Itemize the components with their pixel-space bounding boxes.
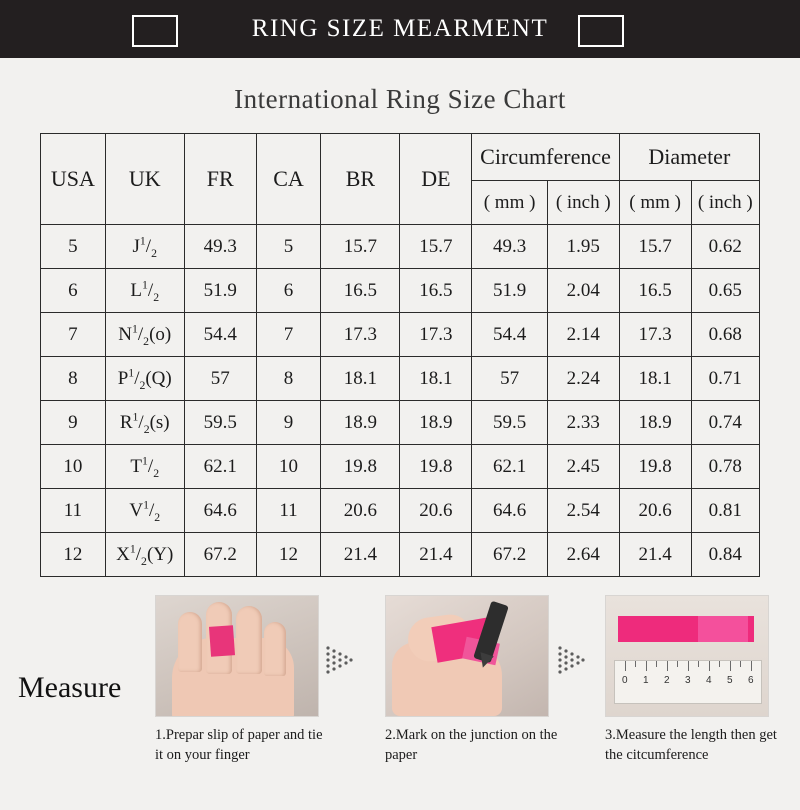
measure-step-3 — [605, 595, 777, 765]
cell-diameter-mm: 20.6 — [619, 489, 691, 533]
cell-diameter-inch: 0.78 — [691, 445, 759, 489]
finger-shape — [178, 612, 202, 672]
table-row — [41, 313, 760, 357]
cell-diameter-mm: 15.7 — [619, 225, 691, 269]
ruler-tick-minor — [698, 661, 699, 667]
cell-br: 20.6 — [321, 489, 400, 533]
finger-shape — [236, 606, 262, 674]
header-title: RING SIZE MEARMENT — [251, 15, 549, 42]
cell-de: 18.1 — [400, 357, 472, 401]
page-title: International Ring Size Chart — [234, 84, 566, 114]
cell-diameter-inch: 0.81 — [691, 489, 759, 533]
unit-circumference-mm: ( mm ) — [472, 181, 547, 225]
cell-ca: 6 — [256, 269, 321, 313]
measure-section — [0, 595, 800, 810]
cell-br: 18.9 — [321, 401, 400, 445]
col-uk: UK — [105, 134, 184, 225]
col-usa: USA — [41, 134, 106, 225]
cell-circumference-mm: 59.5 — [472, 401, 547, 445]
cell-circumference-inch: 2.64 — [547, 533, 619, 577]
unit-circumference-inch: ( inch ) — [547, 181, 619, 225]
ruler-tick — [646, 661, 647, 671]
bottom-strip — [0, 790, 800, 800]
cell-fr: 67.2 — [184, 533, 256, 577]
cell-diameter-mm: 19.8 — [619, 445, 691, 489]
col-de: DE — [400, 134, 472, 225]
table-row — [41, 489, 760, 533]
cell-uk: $T^1/_2$ — [105, 445, 184, 489]
cell-circumference-inch: 2.33 — [547, 401, 619, 445]
cell-ca: 7 — [256, 313, 321, 357]
cell-circumference-mm: 62.1 — [472, 445, 547, 489]
cell-de: 15.7 — [400, 225, 472, 269]
ruler-tick-minor — [677, 661, 678, 667]
ruler-tick — [625, 661, 626, 671]
cell-br: 21.4 — [321, 533, 400, 577]
cell-uk: $J^1/_2$ — [105, 225, 184, 269]
unit-diameter-mm: ( mm ) — [619, 181, 691, 225]
cell-de: 17.3 — [400, 313, 472, 357]
cell-uk: $R^1/_2(s)$ — [105, 401, 184, 445]
col-diameter: Diameter — [619, 134, 759, 181]
finger-shape — [264, 622, 286, 676]
header-bar — [0, 0, 800, 58]
cell-circumference-inch: 2.45 — [547, 445, 619, 489]
table-row — [41, 225, 760, 269]
table-row — [41, 269, 760, 313]
ruler-number: 5 — [727, 675, 733, 686]
ruler-tick — [688, 661, 689, 671]
cell-circumference-mm: 51.9 — [472, 269, 547, 313]
ruler-number: 4 — [706, 675, 712, 686]
table-row — [41, 533, 760, 577]
cell-circumference-mm: 57 — [472, 357, 547, 401]
cell-diameter-mm: 16.5 — [619, 269, 691, 313]
cell-usa: 12 — [41, 533, 106, 577]
cell-diameter-inch: 0.71 — [691, 357, 759, 401]
step-3-caption: 3.Measure the length then get the citcumference — [605, 727, 777, 763]
cell-diameter-inch: 0.68 — [691, 313, 759, 357]
col-br: BR — [321, 134, 400, 225]
cell-diameter-mm: 17.3 — [619, 313, 691, 357]
measure-label: Measure — [18, 671, 122, 704]
cell-fr: 49.3 — [184, 225, 256, 269]
cell-de: 20.6 — [400, 489, 472, 533]
cell-fr: 57 — [184, 357, 256, 401]
cell-diameter-mm: 18.1 — [619, 357, 691, 401]
header-left-frame-icon — [132, 15, 178, 47]
table-row — [41, 357, 760, 401]
cell-circumference-mm: 54.4 — [472, 313, 547, 357]
ruler-number: 1 — [643, 675, 649, 686]
ring-size-table — [40, 133, 760, 577]
ruler-number: 2 — [664, 675, 670, 686]
cell-br: 19.8 — [321, 445, 400, 489]
cell-usa: 7 — [41, 313, 106, 357]
cell-circumference-inch: 2.14 — [547, 313, 619, 357]
ruler-number: 0 — [622, 675, 628, 686]
col-ca: CA — [256, 134, 321, 225]
ruler-shape — [614, 660, 762, 704]
cell-de: 16.5 — [400, 269, 472, 313]
cell-br: 16.5 — [321, 269, 400, 313]
cell-uk: $N^1/_2(o)$ — [105, 313, 184, 357]
cell-fr: 54.4 — [184, 313, 256, 357]
ruler-tick — [667, 661, 668, 671]
paper-strip-shape — [698, 616, 748, 642]
cell-uk: $L^1/_2$ — [105, 269, 184, 313]
step-2-caption: 2.Mark on the junction on the paper — [385, 727, 558, 763]
cell-usa: 9 — [41, 401, 106, 445]
table-row — [41, 401, 760, 445]
col-fr: FR — [184, 134, 256, 225]
cell-diameter-inch: 0.62 — [691, 225, 759, 269]
cell-usa: 10 — [41, 445, 106, 489]
cell-br: 18.1 — [321, 357, 400, 401]
cell-fr: 59.5 — [184, 401, 256, 445]
cell-de: 21.4 — [400, 533, 472, 577]
unit-diameter-inch: ( inch ) — [691, 181, 759, 225]
cell-circumference-mm: 49.3 — [472, 225, 547, 269]
table-header-row — [41, 134, 760, 181]
ruler-tick-minor — [656, 661, 657, 667]
cell-circumference-mm: 67.2 — [472, 533, 547, 577]
cell-circumference-mm: 64.6 — [472, 489, 547, 533]
cell-uk: $V^1/_2$ — [105, 489, 184, 533]
measure-step-2 — [385, 595, 558, 765]
cell-ca: 8 — [256, 357, 321, 401]
cell-diameter-inch: 0.84 — [691, 533, 759, 577]
cell-ca: 10 — [256, 445, 321, 489]
ruler-number: 6 — [748, 675, 754, 686]
measure-step-1 — [155, 595, 323, 765]
arrow-right-icon — [557, 643, 585, 677]
cell-ca: 9 — [256, 401, 321, 445]
cell-br: 15.7 — [321, 225, 400, 269]
cell-usa: 11 — [41, 489, 106, 533]
cell-de: 18.9 — [400, 401, 472, 445]
ruler-tick-minor — [719, 661, 720, 667]
cell-circumference-inch: 1.95 — [547, 225, 619, 269]
ruler-tick — [709, 661, 710, 671]
cell-uk: $X^1/_2(Y)$ — [105, 533, 184, 577]
ruler-number: 3 — [685, 675, 691, 686]
cell-fr: 51.9 — [184, 269, 256, 313]
ruler-tick — [730, 661, 731, 671]
table-body — [41, 225, 760, 577]
step-1-caption: 1.Prepar slip of paper and tie it on your finger — [155, 727, 323, 763]
cell-ca: 12 — [256, 533, 321, 577]
cell-fr: 62.1 — [184, 445, 256, 489]
size-chart-container — [40, 133, 760, 577]
cell-ca: 11 — [256, 489, 321, 533]
paper-strip-shape — [209, 625, 235, 657]
cell-diameter-inch: 0.65 — [691, 269, 759, 313]
header-right-frame-icon — [578, 15, 624, 47]
ruler-tick — [751, 661, 752, 671]
cell-ca: 5 — [256, 225, 321, 269]
cell-circumference-inch: 2.04 — [547, 269, 619, 313]
cell-fr: 64.6 — [184, 489, 256, 533]
cell-uk: $P^1/_2(Q)$ — [105, 357, 184, 401]
cell-diameter-mm: 21.4 — [619, 533, 691, 577]
cell-circumference-inch: 2.54 — [547, 489, 619, 533]
cell-usa: 6 — [41, 269, 106, 313]
cell-diameter-inch: 0.74 — [691, 401, 759, 445]
arrow-right-icon — [325, 643, 353, 677]
step-3-photo — [605, 595, 769, 717]
cell-diameter-mm: 18.9 — [619, 401, 691, 445]
ruler-tick-minor — [740, 661, 741, 667]
step-2-photo — [385, 595, 549, 717]
table-row — [41, 445, 760, 489]
cell-circumference-inch: 2.24 — [547, 357, 619, 401]
cell-usa: 8 — [41, 357, 106, 401]
cell-br: 17.3 — [321, 313, 400, 357]
ruler-tick-minor — [635, 661, 636, 667]
cell-usa: 5 — [41, 225, 106, 269]
cell-de: 19.8 — [400, 445, 472, 489]
col-circumference: Circumference — [472, 134, 619, 181]
step-1-photo — [155, 595, 319, 717]
